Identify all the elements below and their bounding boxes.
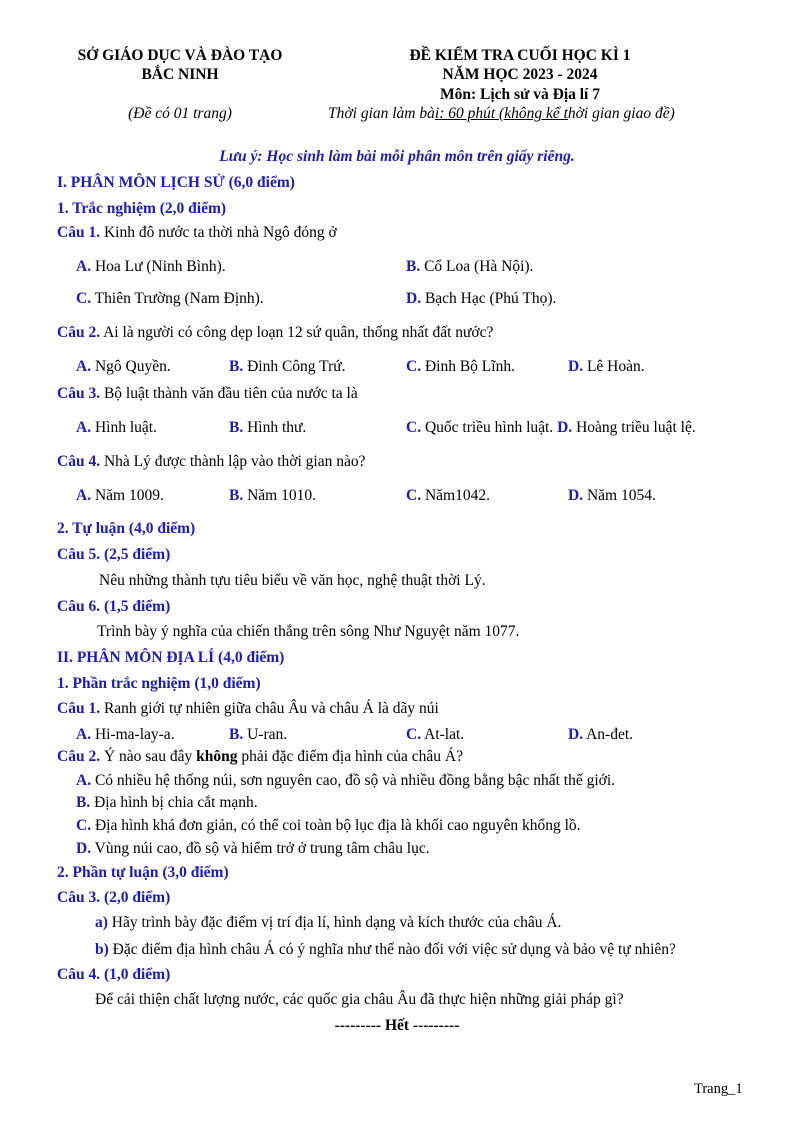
history-q6-label: Câu 6. (1,5 điểm) bbox=[57, 598, 171, 615]
history-q2: Câu 2. Ai là người có công dẹp loạn 12 sứ quân, thống nhất đất nước? bbox=[57, 324, 494, 341]
exam-title: ĐỀ KIỂM TRA CUỐI HỌC KÌ 1 bbox=[409, 47, 631, 64]
geography-q2-option-b: B. Địa hình bị chia cắt mạnh. bbox=[76, 794, 258, 811]
end-mark: --------- Hết --------- bbox=[334, 1017, 460, 1034]
history-q3-option-a: A. Hình luật. bbox=[76, 419, 157, 436]
school-year: NĂM HỌC 2023 - 2024 bbox=[442, 66, 598, 83]
history-q4-option-b: B. Năm 1010. bbox=[229, 487, 316, 504]
subject-line: Môn: Lịch sử và Địa lí 7 bbox=[439, 86, 600, 103]
history-q4-option-d: D. Năm 1054. bbox=[568, 487, 656, 504]
history-q1-option-b: B. Cổ Loa (Hà Nội). bbox=[406, 258, 534, 275]
geography-section-title: II. PHÂN MÔN ĐỊA LÍ (4,0 điểm) bbox=[57, 649, 285, 666]
geography-q1-option-c: C. At-lat. bbox=[406, 726, 465, 743]
page-number: Trang_1 bbox=[694, 1081, 743, 1097]
history-essay-title: 2. Tự luận (4,0 điểm) bbox=[57, 520, 196, 537]
history-q4-option-a: A. Năm 1009. bbox=[76, 487, 164, 504]
history-q1-option-a: A. Hoa Lư (Ninh Bình). bbox=[76, 258, 226, 275]
geography-q1-option-d: D. An-đet. bbox=[568, 726, 634, 743]
geography-mc-title: 1. Phần trắc nghiệm (1,0 điểm) bbox=[57, 675, 261, 692]
geography-q2-option-a: A. Có nhiều hệ thống núi, sơn nguyên cao, đồ sộ và nhiều đồng bằng bậc nhất thế giới. bbox=[76, 772, 616, 789]
geography-q1: Câu 1. Ranh giới tự nhiên giữa châu Âu và châu Á là dãy núi bbox=[57, 700, 439, 717]
exam-note: Lưu ý: Học sinh làm bài mỗi phân môn trên giấy riêng. bbox=[219, 148, 575, 165]
history-q1-option-c: C. Thiên Trường (Nam Định). bbox=[76, 290, 264, 307]
history-q4-option-c: C. Năm1042. bbox=[406, 487, 490, 504]
department-name: SỞ GIÁO DỤC VÀ ĐÀO TẠO bbox=[77, 47, 283, 64]
history-q1: Câu 1. Kinh đô nước ta thời nhà Ngô đóng ở bbox=[57, 224, 337, 241]
pages-note: (Đề có 01 trang) bbox=[128, 105, 232, 122]
geography-q3-label: Câu 3. (2,0 điểm) bbox=[57, 889, 171, 906]
history-mc-title: 1. Trắc nghiệm (2,0 điểm) bbox=[57, 200, 227, 217]
history-q2-option-b: B. Đinh Công Trứ. bbox=[229, 358, 346, 375]
geography-q1-option-a: A. Hi-ma-lay-a. bbox=[76, 726, 175, 743]
history-q2-option-d: D. Lê Hoàn. bbox=[568, 358, 645, 375]
history-q2-option-c: C. Đinh Bộ Lĩnh. bbox=[406, 358, 515, 375]
geography-q2-option-d: D. Vùng núi cao, đồ sộ và hiểm trở ở trung tâm châu lục. bbox=[76, 840, 430, 857]
province-name: BẮC NINH bbox=[141, 66, 219, 83]
geography-q4-text: Để cải thiện chất lượng nước, các quốc gia châu Âu đã thực hiện những giải pháp gì? bbox=[95, 991, 624, 1008]
history-q5-label: Câu 5. (2,5 điểm) bbox=[57, 546, 171, 563]
history-section-title: I. PHÂN MÔN LỊCH SỬ (6,0 điểm) bbox=[57, 174, 295, 191]
geography-q3-item-a: a) Hãy trình bày đặc điểm vị trí địa lí, hình dạng và kích thước của châu Á. bbox=[95, 914, 562, 931]
geography-q1-option-b: B. U-ran. bbox=[229, 726, 288, 743]
history-q3-option-c-d: C. Quốc triều hình luật. D. Hoàng triều luật lệ. bbox=[406, 419, 696, 436]
history-q3-option-b: B. Hình thư. bbox=[229, 419, 307, 436]
history-q1-option-d: D. Bạch Hạc (Phú Thọ). bbox=[406, 290, 557, 307]
time-underline: i: 60 phút (không kể t bbox=[434, 105, 568, 122]
history-q3: Câu 3. Bộ luật thành văn đầu tiên của nước ta là bbox=[57, 385, 358, 402]
history-q5-text: Nêu những thành tựu tiêu biểu về văn học, nghệ thuật thời Lý. bbox=[99, 572, 486, 589]
history-q2-option-a: A. Ngô Quyền. bbox=[76, 358, 171, 375]
geography-q2-option-c: C. Địa hình khá đơn giản, có thể coi toàn bộ lục địa là khối cao nguyên khổng lồ. bbox=[76, 817, 581, 834]
history-q6-text: Trình bày ý nghĩa của chiến thắng trên sông Như Nguyệt năm 1077. bbox=[97, 623, 520, 640]
geography-essay-title: 2. Phần tự luận (3,0 điểm) bbox=[57, 864, 229, 881]
geography-q4-label: Câu 4. (1,0 điểm) bbox=[57, 966, 171, 983]
history-q4: Câu 4. Nhà Lý được thành lập vào thời gian nào? bbox=[57, 453, 366, 470]
geography-q2: Câu 2. Ý nào sau đây không phải đặc điểm địa hình của châu Á? bbox=[57, 748, 463, 765]
geography-q3-item-b: b) Đặc điểm địa hình châu Á có ý nghĩa như thế nào đối với việc sử dụng và bảo vệ tự nhiên? bbox=[95, 941, 676, 958]
time-line: Thời gian làm bài: 60 phút (không kể thời gian giao đề) bbox=[328, 105, 675, 122]
